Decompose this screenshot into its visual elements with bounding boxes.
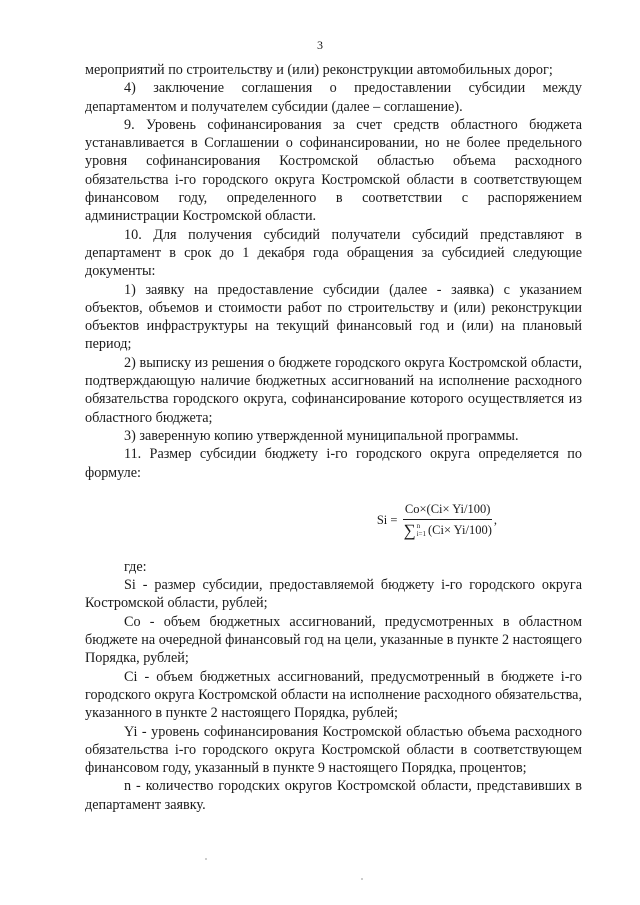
paragraph: мероприятий по строительству и (или) реконструкции автомобильных дорог; [85,62,553,78]
paragraph: 10. Для получения субсидий получатели субсидий представляют в департамент в срок до 1 декабря года обращения за субсидией следующие документы: [85,226,582,280]
sum-upper-limit: n [416,522,421,531]
paragraph: 4) заключение соглашения о предоставлении субсидии между департаментом и получателем субсидии (далее – соглашение). [85,80,582,115]
sigma-symbol: ∑ [403,520,416,540]
paragraph: Yi - уровень софинансирования Костромской областью объема расходного обязательства i-го городского округа Костромской области в соответствующем финансовом году, указанный в пункте 9 настоящего Порядка, процентов; [85,723,582,777]
paragraph: 9. Уровень софинансирования за счет средств областного бюджета устанавливается в Соглашении о софинансировании, но не более предельного уровня софинансирования Костромской областью объема расходного обязательства i-го городского округа Костромской области в соответствующем финансовом году, определенного в соответствии с распоряжением администрации Костромской области. [85,116,582,225]
formula-lhs: Si = [376,512,398,527]
sum-lower-limit: i=1 [416,530,426,539]
paragraphs-bottom [85,558,582,814]
document-body [85,61,582,814]
sum-limits [417,522,426,538]
subsidy-formula [85,490,497,550]
formula-denominator-term: (Ci× Yi/100) [427,523,492,538]
paragraph: Si - размер субсидии, предоставляемой бюджету i-го городского округа Костромской области, рублей; [85,577,582,612]
paragraph: Co - объем бюджетных ассигнований, предусмотренных в областном бюджете на очередной финансовый год на цели, указанные в пункте 2 настоящего Порядка, рублей; [85,613,582,667]
paragraph: 1) заявку на предоставление субсидии (далее - заявка) с указанием объектов, объемов и стоимости работ по строительству и (или) реконструкции объектов инфраструктуры на текущий финансовый год и (или) на плановый период; [85,281,582,353]
paragraph: 2) выписку из решения о бюджете городского округа Костромской области, подтверждающую наличие бюджетных ассигнований на исполнение расходного обязательства городского округа, софинансирование которого осуществляется из областного бюджета; [85,354,582,426]
formula-numerator: Co×(Ci× Yi/100) [403,500,493,520]
paragraph: n - количество городских округов Костромской области, представивших в департамент заявку. [85,778,582,813]
scan-speck [361,878,363,880]
paragraphs-top [85,61,582,482]
paragraph: Ci - объем бюджетных ассигнований, предусмотренный в бюджете i-го городского округа Костромской области на исполнение расходного обязательства, указанного в пункте 2 настоящего Порядка, рублей; [85,668,582,722]
scan-speck [205,858,207,860]
formula-trailing-comma: , [493,512,497,527]
formula-fraction [401,500,493,540]
paragraph: где: [124,558,147,575]
formula-denominator [401,520,493,539]
paragraph: 11. Размер субсидии бюджету i-го городского округа определяется по формуле: [85,446,582,481]
page-number: 3 [317,38,323,52]
paragraph: 3) заверенную копию утвержденной муниципальной программы. [124,427,519,444]
